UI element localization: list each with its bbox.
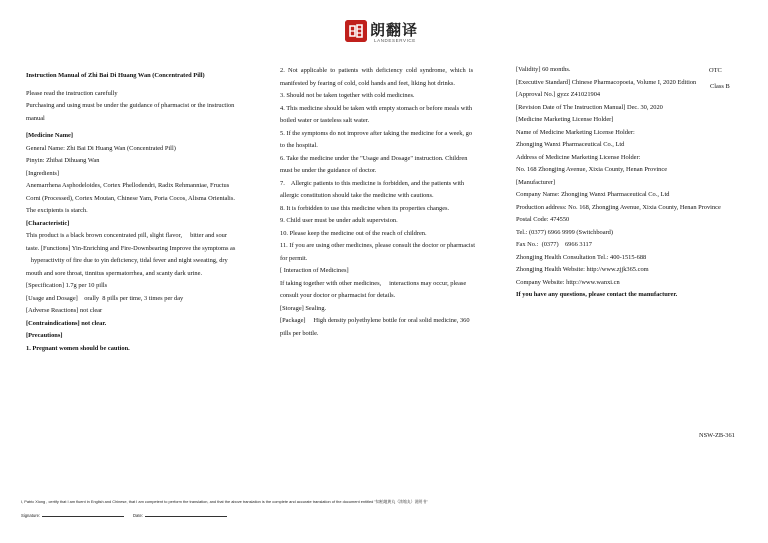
text-line: manual (26, 114, 45, 122)
company-logo (345, 20, 425, 48)
text-line: [Medicine Name] (26, 132, 74, 139)
text-line: [ Interaction of Medicines] (280, 267, 349, 274)
text-line: 6. Take the medicine under the "Usage and Dosage" instruction. Children (280, 154, 468, 162)
text-line: If taking together with other medicines, interactions may occur, please (280, 279, 467, 287)
logo-chinese-text: 朗翻译 (370, 21, 419, 39)
text-line: [Storage] Sealing. (280, 304, 327, 312)
text-line: Zhongjing Health Website: http://www.zjjk365.com (516, 266, 649, 273)
text-line: [Usage and Dosage] orally 8 pills per time, 3 times per day (26, 294, 184, 302)
text-line: consult your doctor or pharmacist for details. (280, 292, 396, 299)
text-line: No. 168 Zhongjing Avenue, Xixia County, Henan Province (516, 166, 668, 173)
text-line: [Package] High density polyethylene bottle for oral solid medicine, 360 (280, 317, 470, 324)
text-line: 5. If the symptoms do not improve after taking the medicine for a week, go (280, 129, 473, 137)
logo-english-text: LANDESERVICE (374, 38, 416, 43)
text-line: [Precautions] (26, 332, 63, 339)
text-line: [Revision Date of The Instruction Manual] Dec. 30, 2020 (516, 103, 663, 111)
text-line: boiled water or tasteless salt water. (280, 117, 370, 124)
text-line: 4. This medicine should be taken with empty stomach or before meals with (280, 104, 473, 112)
text-line: [Manufacturer] (516, 178, 556, 186)
text-line: [Adverse Reactions] not clear (26, 307, 103, 314)
text-line: 11. If you are using other medicines, please consult the doctor or pharmacist (280, 242, 475, 249)
text-line: General Name: Zhi Bai Di Huang Wan (Concentrated Pill) (26, 144, 176, 152)
text-line: 7. Allergic patients to this medicine is forbidden, and the patients with (280, 179, 465, 187)
text-line: Tel.: (0377) 6966 9999 (Switchboard) (516, 228, 613, 236)
text-line: manifested by fearing of cold, cold hands and feet, liking hot drinks. (280, 79, 455, 87)
text-line: Please read the instruction carefully (26, 89, 118, 97)
text-line: 1. Pregnant women should be caution. (26, 344, 130, 352)
text-line: mouth and sore throat, tinnitus spermatorrhea, and scanty dark urine. (26, 269, 203, 277)
text-line: to the hospital. (280, 142, 318, 149)
text-line: If you have any questions, please contact the manufacturer. (516, 291, 678, 298)
standard-code: NSW-ZB-361 (699, 432, 735, 439)
text-line: hyperactivity of fire due to yin deficiency, tidal fever and night sweating, dry (26, 257, 228, 264)
text-line: [Approval No.] gyzz Z41021904 (516, 91, 601, 98)
text-line: [Medicine Marketing License Holder] (516, 116, 614, 123)
text-line: Production address: No. 168, Zhongjing Avenue, Xixia County, Henan Province (516, 203, 721, 211)
text-line: Zhongjing Wanxi Pharmaceutical Co., Ltd (516, 141, 625, 148)
text-line: 2. Not applicable to patients with deficiency cold syndrome, which is (280, 67, 474, 74)
text-line: [Executive Standard] Chinese Pharmacopoeia, Volume I, 2020 Edition (516, 78, 697, 86)
text-line: allergic constitution should take the medicine with cautions. (280, 192, 434, 199)
text-line: Pinyin: Zhibai Dihuang Wan (26, 157, 100, 164)
column-middle (280, 67, 490, 342)
date-label: Date: (133, 513, 144, 518)
signature-line (21, 513, 144, 518)
text-line: 8. It is forbidden to use this medicine when its properties changes. (280, 204, 450, 212)
signature-label: Signature: (21, 513, 41, 518)
text-line: taste. [Functions] Yin-Enriching and Fire-Downbearing Improve the symptoms as (26, 244, 236, 252)
text-line: Company Website: http://www.wanxi.cn (516, 278, 620, 286)
text-line: [Validity] 60 months. (516, 66, 571, 73)
text-line: [Ingredients] (26, 169, 60, 177)
text-line: must be under the guidance of doctor. (280, 167, 377, 174)
text-line: Fax No.: (0377) 6966 3117 (516, 241, 592, 248)
text-line: Purchasing and using must be under the guidance of pharmacist or the instruction (26, 102, 235, 109)
signature-blank (42, 513, 124, 517)
text-line: [Characteristic] (26, 219, 70, 227)
text-line: 3. Should not be taken together with cold medicines. (280, 92, 415, 99)
column-left (26, 72, 256, 357)
text-line: 9. Child user must be under adult supervision. (280, 217, 398, 224)
text-line: Zhongjing Health Consultation Tel.: 400-1515-688 (516, 253, 647, 261)
text-line: This product is a black brown concentrated pill, slight flavor, bitter and sour (26, 232, 227, 239)
text-line: 10. Please keep the medicine out of the reach of children. (280, 229, 427, 237)
translator-certification: I, Patric Xiong , certify that I am fluent in English and Chinese, that I am competent to perform the translation, and that the above translation is the complete and accurate translation of the document entitled "知柏地黄丸（浓缩丸）说明书" (21, 499, 428, 504)
text-line: [Contraindications] not clear. (26, 319, 107, 327)
text-line: Corni (Processed), Cortex Moutan, Chinese Yam, Poria Cocos, Alisma Orientalis. (26, 194, 235, 202)
text-line: Instruction Manual of Zhi Bai Di Huang Wan (Concentrated Pill) (26, 72, 205, 79)
text-line: Address of Medicine Marketing License Holder: (516, 153, 641, 161)
date-blank (145, 513, 227, 517)
column-right (516, 66, 736, 304)
text-line: Name of Medicine Marketing License Holder: (516, 128, 635, 136)
text-line: for permit. (280, 254, 308, 262)
text-line: The excipients is starch. (26, 207, 88, 214)
text-line: Anemarrhena Asphodeloides, Cortex Phellodendri, Radix Rehmanniae, Fructus (26, 182, 230, 189)
text-line: Postal Code: 474550 (516, 216, 570, 223)
logo-mark-icon (345, 20, 367, 42)
class-label: Class B (710, 83, 730, 90)
text-line: Company Name: Zhongjing Wanxi Pharmaceutical Co., Ltd (516, 191, 670, 198)
text-line: [Specification] 1.7g per 10 pills (26, 282, 108, 289)
otc-label: OTC (709, 67, 722, 74)
text-line: pills per bottle. (280, 329, 319, 337)
